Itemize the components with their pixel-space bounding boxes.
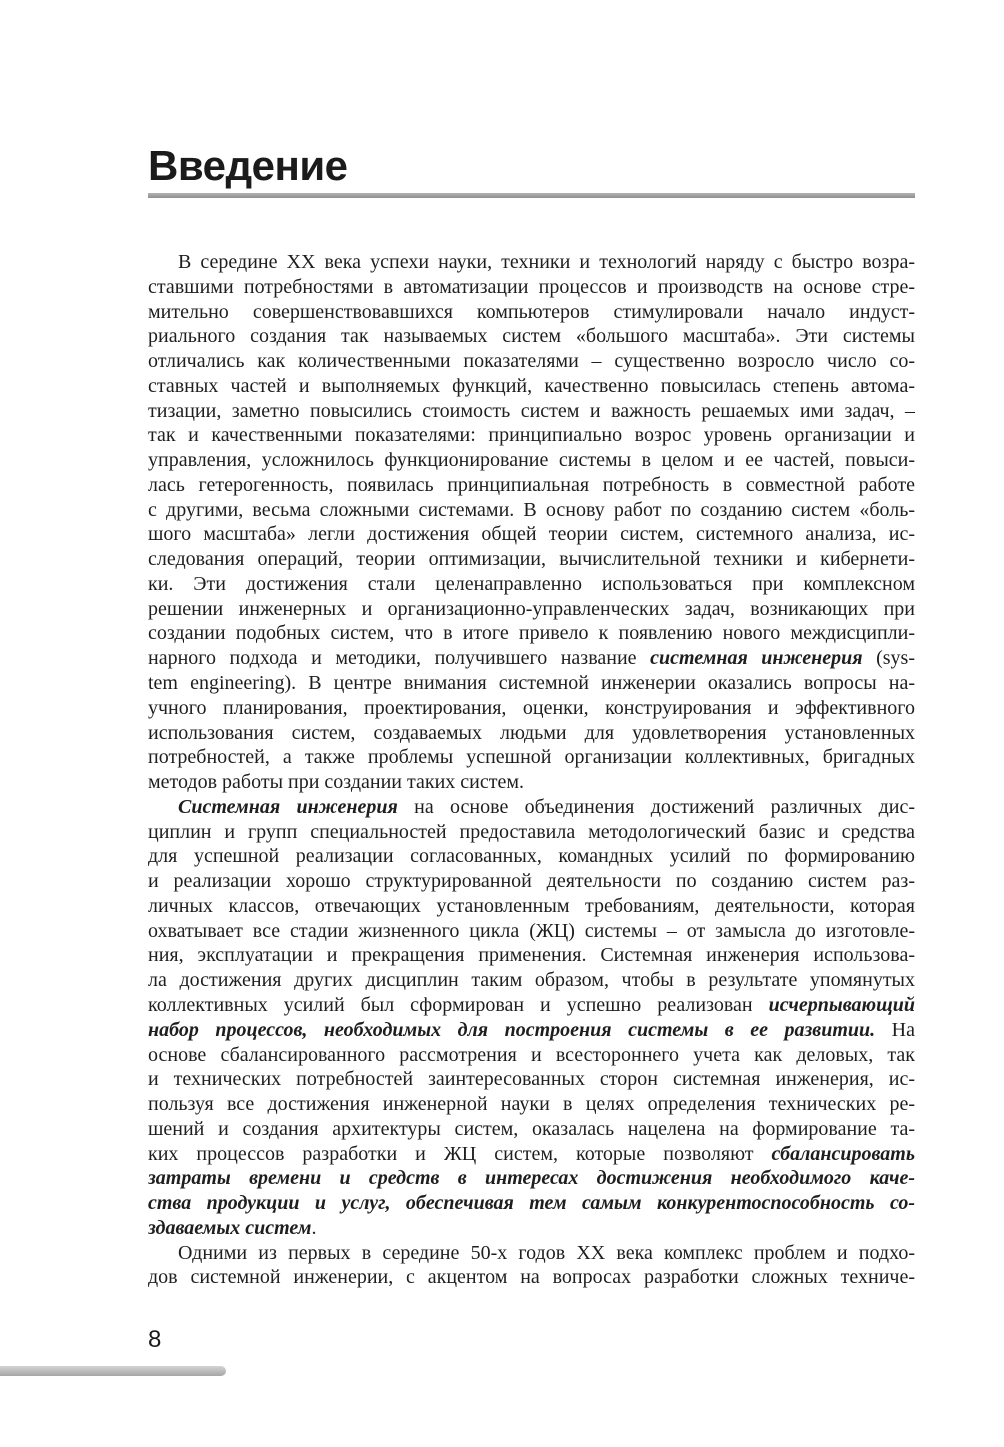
text-line: отличались как количественными показателями – существенно возросло число со- <box>148 350 915 373</box>
text-line <box>148 1216 915 1241</box>
text-line: риального создания так называемых систем «большого масштаба». Эти системы <box>148 325 915 348</box>
text-line: для успешной реализации согласованных, командных усилий по формированию <box>148 845 915 868</box>
text-line: ставных частей и выполняемых функций, качественно повысилась степень автома- <box>148 374 915 397</box>
text-line: использования систем, создаваемых людьми для удовлетворения установленных <box>148 721 915 744</box>
text-segment: нарного подхода и методики, получившего название <box>148 647 651 670</box>
text-line: лась гетерогенность, появилась принципиальная потребность в совместной работе <box>148 473 915 496</box>
text-line: следования операций, теории оптимизации, вычислительной техники и кибернети- <box>148 548 915 571</box>
text-segment: ких процессов разработки и ЖЦ систем, которые позволяют <box>148 1142 772 1165</box>
text-line <box>148 646 915 671</box>
text-line: шого масштаба» легли достижения общей теории систем, системного анализа, ис- <box>148 523 915 546</box>
paragraph <box>148 795 915 1241</box>
emphasis-phrase: исчерпывающий <box>768 993 915 1016</box>
chapter-title: Введение <box>148 142 348 189</box>
text-line: тизации, заметно повысились стоимость систем и важность решаемых ими задач, – <box>148 399 915 422</box>
title-rule <box>148 193 915 198</box>
text-line: личных классов, отвечающих установленным требованиям, деятельности, которая <box>148 894 915 917</box>
text-line: ставшими потребностями в автоматизации процессов и производств на основе стре- <box>148 275 915 298</box>
text-line: и реализации хорошо структурированной деятельности по созданию систем раз- <box>148 870 915 893</box>
emphasis-term: Системная инженерия <box>178 795 398 818</box>
text-segment: На <box>875 1018 915 1041</box>
emphasis-term: системная инженерия <box>650 647 863 670</box>
body-text <box>148 250 915 1290</box>
text-line: ния, эксплуатации и прекращения применения. Системная инженерия использова- <box>148 944 915 967</box>
text-line: шений и создания архитектуры систем, оказалась нацелена на формирование та- <box>148 1117 915 1140</box>
text-line: учного планирования, проектирования, оценки, конструирования и эффективного <box>148 696 915 719</box>
text-line: дов системной инженерии, с акцентом на вопросах разработки сложных техниче- <box>148 1266 915 1289</box>
text-line: ства продукции и услуг, обеспечивая тем самым конкурентоспособность со- <box>148 1192 915 1215</box>
page-number: 8 <box>148 1326 162 1353</box>
text-line: пользуя все достижения инженерной науки в целях определения технических ре- <box>148 1093 915 1116</box>
text-line: ки. Эти достижения стали целенаправленно использоваться при комплексном <box>148 572 915 595</box>
text-line: потребностей, а также проблемы успешной организации коллективных, бригадных <box>148 746 915 769</box>
text-line: создании подобных систем, что в итоге привело к появлению нового междисципли- <box>148 622 915 645</box>
text-line: решении инженерных и организационно-управленческих задач, возникающих при <box>148 597 915 620</box>
emphasis-phrase: сбалансировать <box>771 1142 915 1165</box>
text-line: методов работы при создании таких систем. <box>148 771 525 794</box>
text-line: с другими, весьма сложными системами. В основу работ по созданию систем «боль- <box>148 498 915 521</box>
text-line <box>148 1142 915 1167</box>
text-segment: коллективных усилий был сформирован и успешно реализован <box>148 993 769 1016</box>
text-line: затраты времени и средств в интересах достижения необходимого каче- <box>148 1167 915 1190</box>
text-line: мительно совершенствовавшихся компьютеров стимулировали начало индуст- <box>148 300 915 323</box>
paragraph <box>148 250 915 795</box>
footer-bar <box>0 1366 226 1376</box>
emphasis-phrase: набор процессов, необходимых для построения системы в ее развитии. <box>148 1018 876 1041</box>
text-line: основе сбалансированного рассмотрения и всестороннего учета как деловых, так <box>148 1043 915 1066</box>
text-line: и технических потребностей заинтересованных сторон системная инженерия, ис- <box>148 1068 915 1091</box>
text-line <box>148 993 915 1018</box>
text-line: tem engineering). В центре внимания системной инженерии оказались вопросы на- <box>148 672 915 695</box>
text-line: циплин и групп специальностей предоставила методологический базис и средства <box>148 820 915 843</box>
text-line: Одними из первых в середине 50-х годов XX века комплекс проблем и подхо- <box>178 1241 915 1264</box>
text-line: так и качественными показателями: принципиально возрос уровень организации и <box>148 424 915 447</box>
text-line <box>148 795 915 820</box>
text-line: управления, усложнилось функционирование системы в целом и ее частей, повыси- <box>148 449 915 472</box>
text-line: охватывает все стадии жизненного цикла (ЖЦ) системы – от замысла до изготовле- <box>148 919 915 942</box>
text-line: В середине XX века успехи науки, техники и технологий наряду с быстро возра- <box>178 251 915 273</box>
text-segment: . <box>311 1216 317 1239</box>
text-line <box>148 1018 915 1043</box>
paragraph <box>148 1241 915 1291</box>
emphasis-phrase: здаваемых систем <box>148 1216 312 1239</box>
text-segment: на основе объединения достижений различных дис- <box>397 795 915 818</box>
text-line: ла достижения других дисциплин таким образом, чтобы в результате упомянутых <box>148 969 915 992</box>
text-segment: (sys- <box>862 647 915 670</box>
